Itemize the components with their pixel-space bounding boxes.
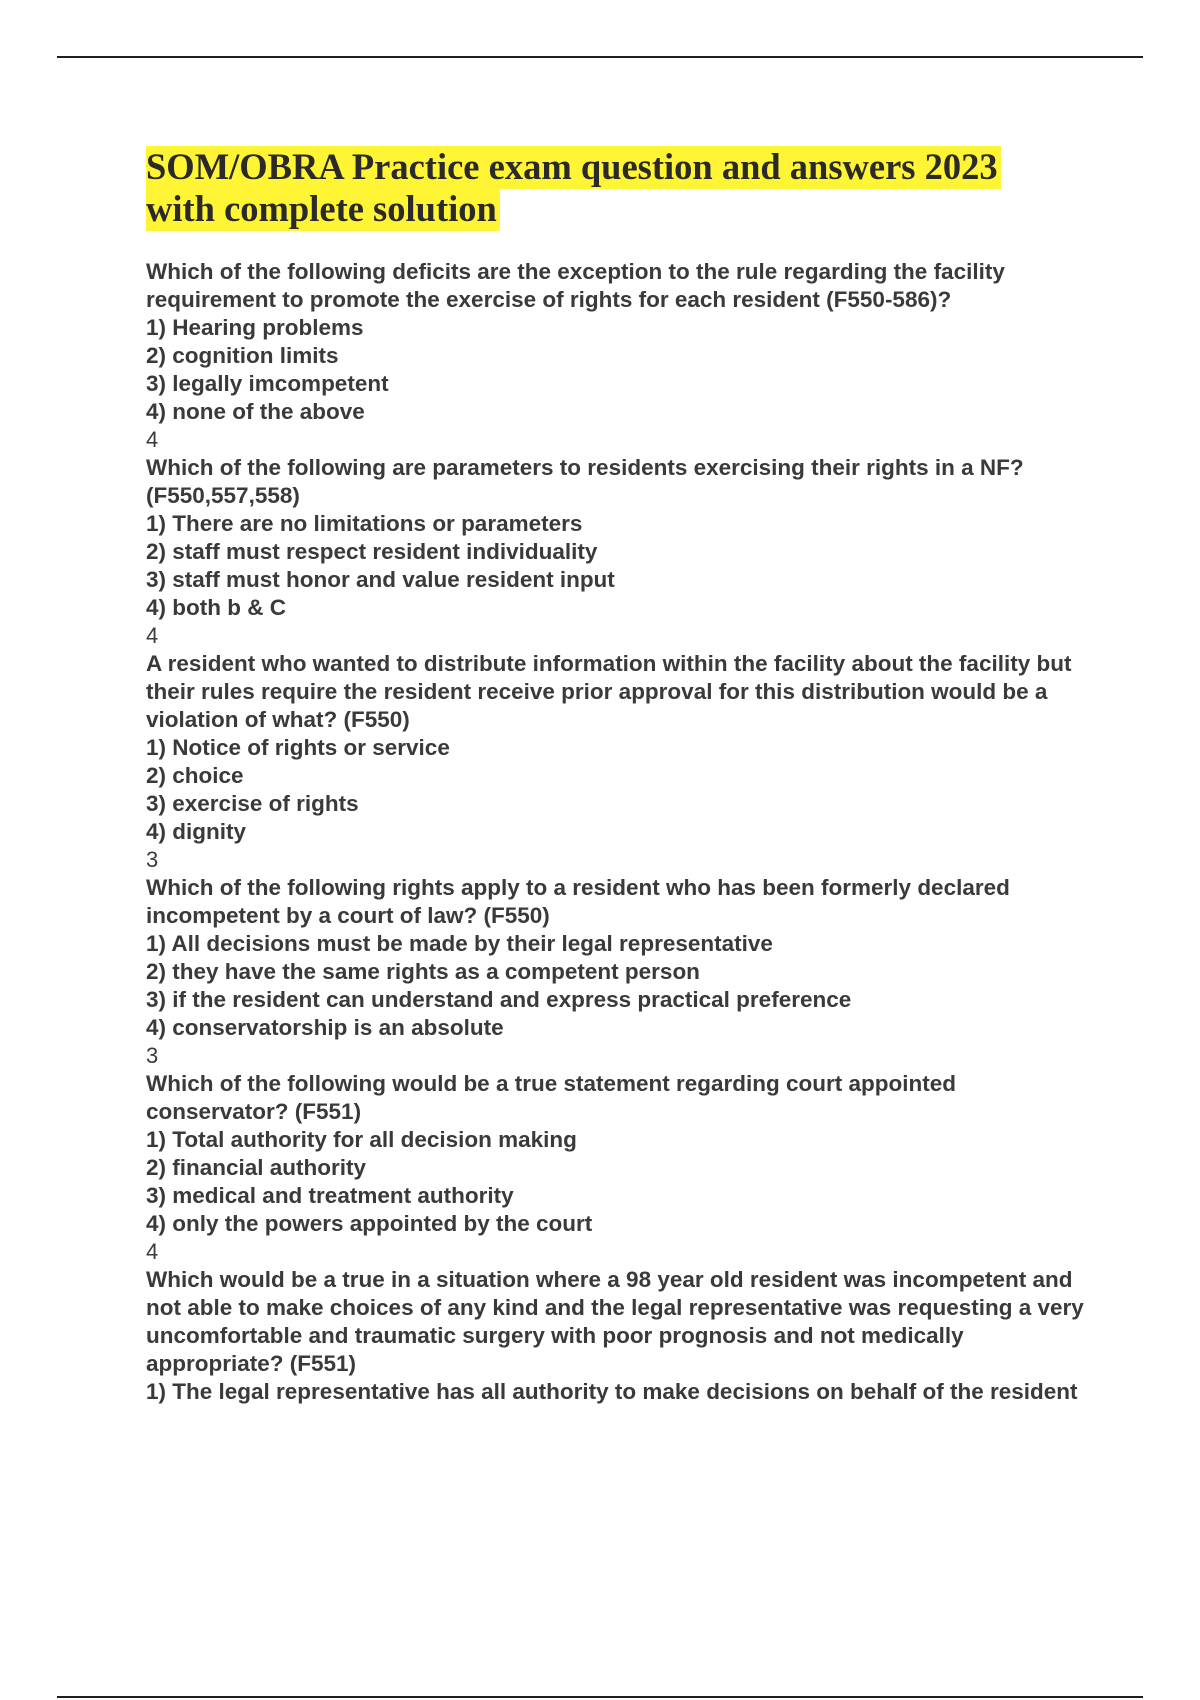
answer: 4 xyxy=(146,623,159,648)
question-5 xyxy=(146,1070,1086,1266)
option-list xyxy=(146,314,1086,426)
option: 1) All decisions must be made by their legal representative xyxy=(146,931,773,956)
title-line-2: with complete solution xyxy=(146,188,500,231)
option-list xyxy=(146,1126,1086,1238)
option-list xyxy=(146,930,1086,1042)
question-text: Which of the following deficits are the exception to the rule regarding the facility requirement to promote the exercise of rights for each resident (F550-586)? xyxy=(146,259,1012,312)
option: 2) staff must respect resident individuality xyxy=(146,539,598,564)
option: 2) choice xyxy=(146,763,244,788)
option: 3) if the resident can understand and express practical preference xyxy=(146,987,852,1012)
option: 1) Notice of rights or service xyxy=(146,735,450,760)
answer: 4 xyxy=(146,1239,159,1264)
question-text: Which of the following are parameters to residents exercising their rights in a NF? (F550,557,558) xyxy=(146,455,1030,508)
question-2 xyxy=(146,454,1086,650)
option: 2) they have the same rights as a competent person xyxy=(146,959,700,984)
top-rule xyxy=(57,56,1143,58)
document-title xyxy=(146,146,1066,230)
option: 4) only the powers appointed by the court xyxy=(146,1211,593,1236)
title-line-1: SOM/OBRA Practice exam question and answers 2023 xyxy=(146,146,1001,189)
option-list xyxy=(146,510,1086,622)
question-text: A resident who wanted to distribute information within the facility about the facility but their rules require the resident receive prior approval for this distribution would be a violation of what? (F550) xyxy=(146,651,1078,732)
option: 1) The legal representative has all authority to make decisions on behalf of the resident xyxy=(146,1379,1078,1404)
question-list xyxy=(146,258,1091,1406)
option: 4) conservatorship is an absolute xyxy=(146,1015,504,1040)
answer: 3 xyxy=(146,1043,159,1068)
option-list xyxy=(146,734,1086,846)
question-text: Which of the following rights apply to a resident who has been formerly declared incompetent by a court of law? (F550) xyxy=(146,875,1017,928)
question-4 xyxy=(146,874,1086,1070)
option: 3) legally imcompetent xyxy=(146,371,389,396)
option: 2) financial authority xyxy=(146,1155,367,1180)
question-text: Which of the following would be a true statement regarding court appointed conservator? (F551) xyxy=(146,1071,963,1124)
option-list xyxy=(146,1378,1086,1406)
option: 1) Hearing problems xyxy=(146,315,364,340)
question-text: Which would be a true in a situation where a 98 year old resident was incompetent and not able to make choices of any kind and the legal representative was requesting a very uncomfortable and traumatic surgery with poor prognosis and not medically appropriate? (F551) xyxy=(146,1267,1091,1376)
option: 1) There are no limitations or parameters xyxy=(146,511,583,536)
question-6 xyxy=(146,1266,1091,1406)
option: 4) dignity xyxy=(146,819,246,844)
answer: 3 xyxy=(146,847,159,872)
option: 3) medical and treatment authority xyxy=(146,1183,514,1208)
question-3 xyxy=(146,650,1086,874)
bottom-rule xyxy=(57,1696,1143,1698)
option: 2) cognition limits xyxy=(146,343,339,368)
option: 3) exercise of rights xyxy=(146,791,359,816)
option: 4) both b & C xyxy=(146,595,286,620)
option: 3) staff must honor and value resident input xyxy=(146,567,615,592)
question-1 xyxy=(146,258,1086,454)
option: 1) Total authority for all decision making xyxy=(146,1127,577,1152)
answer: 4 xyxy=(146,427,159,452)
option: 4) none of the above xyxy=(146,399,365,424)
